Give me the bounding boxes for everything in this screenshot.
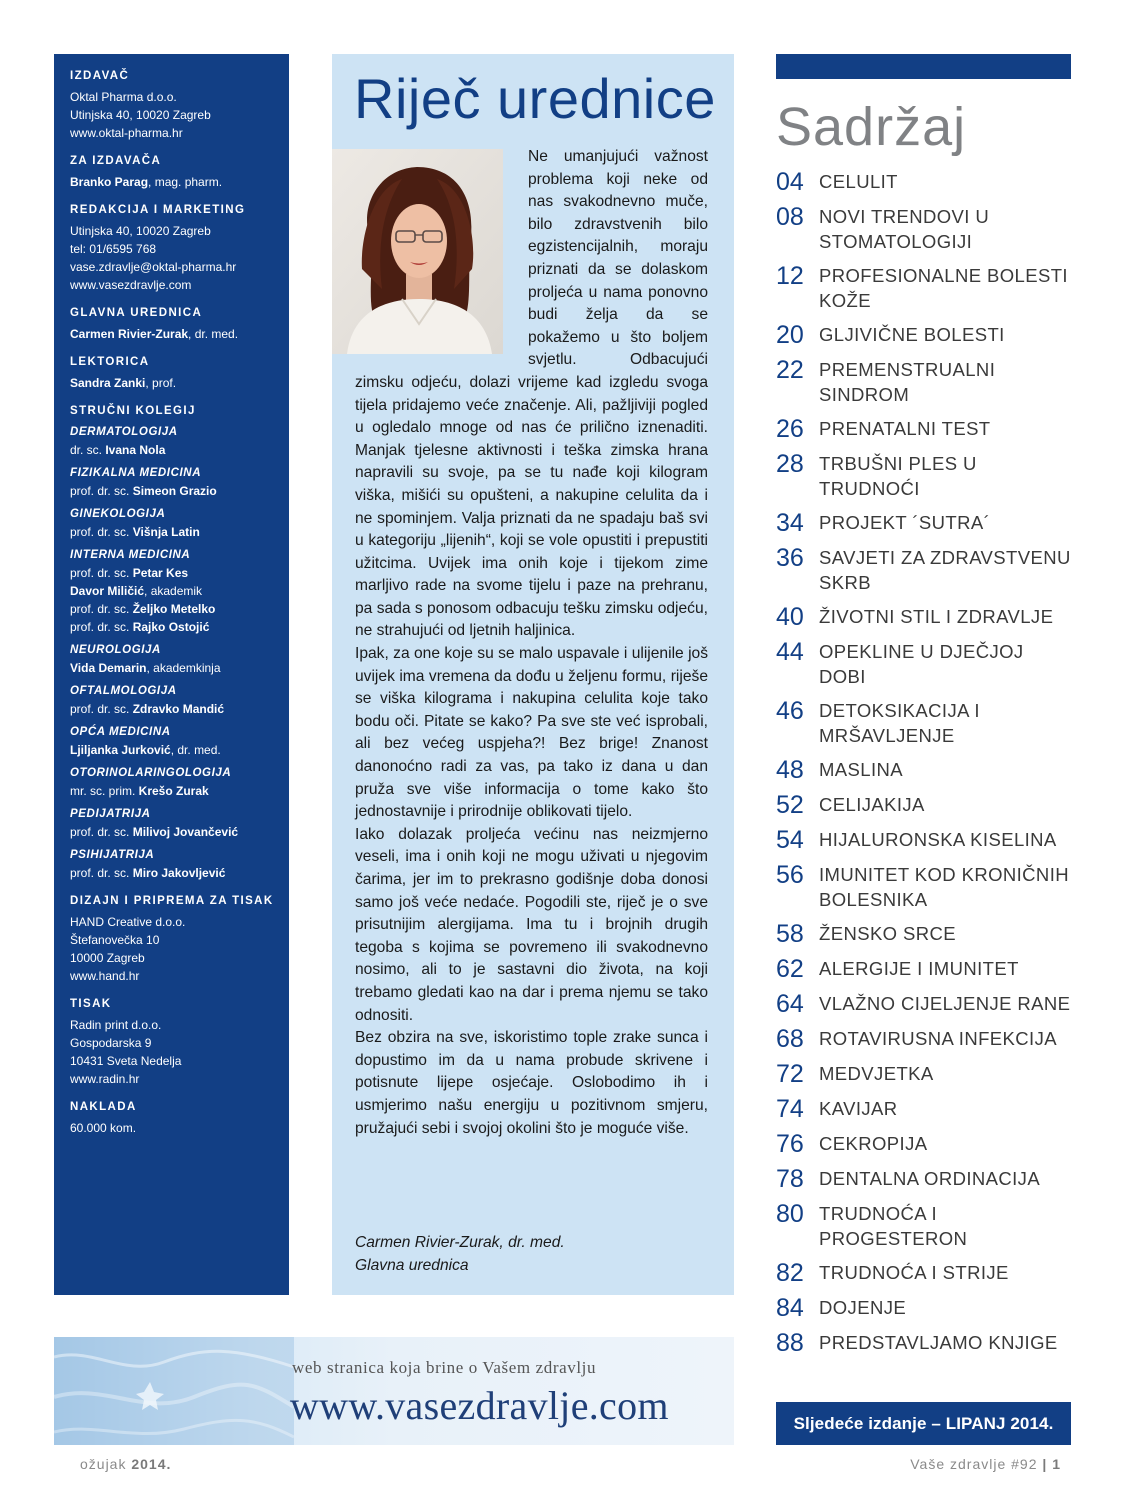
imprint-line: 10431 Sveta Nedelja xyxy=(70,1054,182,1068)
toc-item-title: ALERGIJE I IMUNITET xyxy=(819,958,1019,979)
toc-title: Sadržaj xyxy=(776,97,967,157)
imprint-line: 10000 Zagreb xyxy=(70,951,145,965)
toc-item[interactable] xyxy=(776,1295,1071,1321)
editorial-paragraph: Bez obzira na sve, iskoristimo tople zrake sunca i dopustimo im da u nama probude skrivene i potisnute lijepe osjećaje. Oslobodimo ih i usmjerimo našu energiju u pozitivnom smjeru, pružajući sebi i svojoj okolini što je moguće više. xyxy=(355,1029,708,1137)
board-member xyxy=(70,564,281,582)
toc-item-title: OPEKLINE U DJEČJOJ DOBI xyxy=(819,641,1024,687)
imprint-boards xyxy=(70,405,281,882)
footer-magazine: Vaše zdravlje #92 xyxy=(910,1456,1038,1472)
toc-item-title: CEKROPIJA xyxy=(819,1133,928,1154)
member-suffix: , akademkinja xyxy=(146,661,221,675)
member-prefix: prof. dr. sc. xyxy=(70,702,133,716)
toc-item[interactable] xyxy=(776,827,1071,853)
toc-page-number: 22 xyxy=(776,356,804,384)
member-prefix: prof. dr. sc. xyxy=(70,602,133,616)
website-banner[interactable] xyxy=(54,1337,734,1445)
toc-item[interactable] xyxy=(776,991,1071,1017)
imprint-line: Gospodarska 9 xyxy=(70,1036,152,1050)
department-name: PSIHIJATRIJA xyxy=(70,849,155,861)
toc-page-number: 68 xyxy=(776,1025,804,1053)
toc-page-number: 76 xyxy=(776,1130,804,1158)
toc-item-title: CELIJAKIJA xyxy=(819,794,925,815)
board-department xyxy=(70,805,281,841)
toc-item-title: DOJENJE xyxy=(819,1297,907,1318)
section-title: IZDAVAČ xyxy=(70,70,130,82)
member-name: Ljiljanka Jurković xyxy=(70,743,171,757)
toc-item-title: MEDVJETKA xyxy=(819,1063,934,1084)
table-of-contents xyxy=(776,54,1071,1365)
board-member xyxy=(70,582,281,600)
member-prefix: prof. dr. sc. xyxy=(70,825,133,839)
toc-item-title: ROTAVIRUSNA INFEKCIJA xyxy=(819,1028,1057,1049)
toc-item[interactable] xyxy=(776,510,1071,536)
toc-item-title: IMUNITET KOD KRONIČNIH BOLESNIKA xyxy=(819,864,1069,910)
toc-item[interactable] xyxy=(776,263,1071,313)
toc-page-number: 44 xyxy=(776,638,804,666)
department-name: DERMATOLOGIJA xyxy=(70,426,178,438)
toc-item-title: PROFESIONALNE BOLESTI KOŽE xyxy=(819,265,1068,311)
board-member xyxy=(70,700,281,718)
member-prefix: prof. dr. sc. xyxy=(70,866,133,880)
board-member xyxy=(70,600,281,618)
imprint-publisher xyxy=(70,70,281,142)
section-title: NAKLADA xyxy=(70,1101,137,1113)
toc-item[interactable] xyxy=(776,1131,1071,1157)
board-member xyxy=(70,523,281,541)
section-title: ZA IZDAVAČA xyxy=(70,155,162,167)
toc-page-number: 40 xyxy=(776,603,804,631)
department-name: GINEKOLOGIJA xyxy=(70,508,166,520)
toc-item-title: TRBUŠNI PLES U TRUDNOĆI xyxy=(819,453,977,499)
editorial-signature xyxy=(355,1232,565,1277)
board-member xyxy=(70,741,281,759)
board-member xyxy=(70,482,281,500)
toc-item-title: ŽENSKO SRCE xyxy=(819,923,957,944)
toc-item-title: CELULIT xyxy=(819,171,898,192)
toc-page-number: 04 xyxy=(776,168,804,196)
department-name: OFTALMOLOGIJA xyxy=(70,685,177,697)
toc-page-number: 36 xyxy=(776,544,804,572)
imprint-line: 60.000 kom. xyxy=(70,1121,137,1135)
toc-item[interactable] xyxy=(776,1026,1071,1052)
board-department xyxy=(70,723,281,759)
photo-wrap-spacer xyxy=(355,146,528,354)
footer-year: 2014. xyxy=(131,1456,172,1472)
toc-page-number: 26 xyxy=(776,415,804,443)
toc-page-number: 46 xyxy=(776,697,804,725)
department-name: OPĆA MEDICINA xyxy=(70,726,171,738)
member-name: Rajko Ostojić xyxy=(132,620,210,634)
department-name: FIZIKALNA MEDICINA xyxy=(70,467,202,479)
board-member xyxy=(70,441,281,459)
imprint-line: Oktal Pharma d.o.o. xyxy=(70,90,177,104)
section-title: REDAKCIJA I MARKETING xyxy=(70,204,246,216)
member-prefix: prof. dr. sc. xyxy=(70,484,133,498)
editorial-column xyxy=(332,54,734,1295)
board-department xyxy=(70,546,281,636)
member-prefix: prof. dr. sc. xyxy=(70,620,133,634)
imprint-print xyxy=(70,998,281,1088)
toc-item[interactable] xyxy=(776,451,1071,501)
toc-item[interactable] xyxy=(776,416,1071,442)
imprint-editorial-office xyxy=(70,204,281,294)
department-name: PEDIJATRIJA xyxy=(70,808,151,820)
imprint-line: Štefanovečka 10 xyxy=(70,933,160,947)
member-suffix: , akademik xyxy=(144,584,203,598)
editorial-paragraph: Iako dolazak proljeća većinu nas neizmjerno veseli, ima i onih koji ne mogu uživati u njegovim čarima, jer im to prekrasno godišnje doba donosi samo još veće nedaće. Pogodili ste, riječ je o sve prisutnijim alergijama. Ima tu i brojnih drugih tegoba s kojima se povremeno ili svakodnevno nosimo, ali to je sastavni dio života, na koji trebamo gledati kao na dar i prema njemu se tako odnositi. xyxy=(355,825,708,1024)
toc-item[interactable] xyxy=(776,1061,1071,1087)
toc-list xyxy=(776,169,1071,1356)
board-member xyxy=(70,618,281,636)
toc-item[interactable] xyxy=(776,1201,1071,1251)
editorial-paragraph: Ipak, za one koje su se malo uspavale i ulijenile još uvijek ima vremena da dođu u željenu formu, riješe se viška kilograma i nakupina celulita koje tako bodu oči. Pitate se kako? Pa sve ste već isprobali, ali bez većeg uspjeha?! Bez brige! Znanost danonoćno radi za vas, pa tako iz dana u dan pruža sve više informacija o tome kako što jednostavnije i prirodnije oblikovati tijelo. xyxy=(355,645,708,821)
toc-page-number: 72 xyxy=(776,1060,804,1088)
board-department xyxy=(70,846,281,882)
member-name: Krešo Zurak xyxy=(138,784,209,798)
toc-item[interactable] xyxy=(776,639,1071,689)
imprint-line xyxy=(70,374,281,392)
toc-page-number: 74 xyxy=(776,1095,804,1123)
toc-page-number: 78 xyxy=(776,1165,804,1193)
toc-item-title: TRUDNOĆA I PROGESTERON xyxy=(819,1203,968,1249)
toc-item[interactable] xyxy=(776,862,1071,912)
toc-item-title: ŽIVOTNI STIL I ZDRAVLJE xyxy=(819,606,1054,627)
board-department xyxy=(70,764,281,800)
imprint-line xyxy=(70,325,281,343)
editorial-paragraph: Ne umanjujući važnost problema koji neke od nas svakodnevno muče, bilo zdravstvenih bilo egzistencijalnih, moraju priznati da se dolaskom proljeća u nama ponovno budi želja da se pokažemo u što boljem svjetlu. Odbacujući zimsku odjeću, dolazi vrijeme kad izgledu svoga tijela pridajemo veće značenje. Ali, pažljiviji pogled u ogledalo mnoge od nas će prilično iznenaditi. Manjak tjelesne aktivnosti i teška zimska hrana napravili su svoje, pa se tu nađe koji kilogram viška, mišići su opušteni, a nakupine celulita da i ne spominjem. Valja priznati da ne spadaju baš svi u kategoriju „lijenih“, koji se vole opustiti i prepustiti užitcima. Uvijek ima onih koje i tijekom zime marljivo rade na svome tijelu i paze na prehranu, pa sada s ponosom odbacuju tešku zimsku odjeću, ne strahujući od ljetnih haljinica. xyxy=(355,148,708,640)
board-member xyxy=(70,782,281,800)
toc-item[interactable] xyxy=(776,956,1071,982)
signature-name: Carmen Rivier-Zurak, dr. med. xyxy=(355,1234,565,1251)
member-prefix: mr. sc. prim. xyxy=(70,784,139,798)
toc-page-number: 80 xyxy=(776,1200,804,1228)
member-prefix: dr. sc. xyxy=(70,443,106,457)
department-name: OTORINOLARINGOLOGIJA xyxy=(70,767,232,779)
toc-page-number: 08 xyxy=(776,203,804,231)
board-department xyxy=(70,505,281,541)
member-suffix: , dr. med. xyxy=(170,743,221,757)
toc-item[interactable] xyxy=(776,204,1071,254)
toc-item[interactable] xyxy=(776,698,1071,748)
toc-item-title: KAVIJAR xyxy=(819,1098,898,1119)
member-name: Zdravko Mandić xyxy=(132,702,225,716)
person-title: , mag. pharm. xyxy=(148,175,223,189)
imprint-column xyxy=(54,54,289,1295)
person-name: Carmen Rivier-Zurak xyxy=(70,327,189,341)
person-title: , prof. xyxy=(145,376,177,390)
toc-header-bar xyxy=(776,54,1071,79)
toc-page-number: 62 xyxy=(776,955,804,983)
member-prefix: prof. dr. sc. xyxy=(70,525,133,539)
board-member xyxy=(70,823,281,841)
toc-item-title: DETOKSIKACIJA I MRŠAVLJENJE xyxy=(819,700,980,746)
imprint-link[interactable]: www.oktal-pharma.hr xyxy=(70,126,183,140)
imprint-line: Utinjska 40, 10020 Zagreb xyxy=(70,108,211,122)
toc-item-title: MASLINA xyxy=(819,759,904,780)
imprint-phone: tel: 01/6595 768 xyxy=(70,242,157,256)
imprint-link[interactable]: www.hand.hr xyxy=(70,969,140,983)
toc-item[interactable] xyxy=(776,1096,1071,1122)
toc-item[interactable] xyxy=(776,792,1071,818)
member-name: Petar Kes xyxy=(132,566,189,580)
section-title: GLAVNA UREDNICA xyxy=(70,307,203,319)
imprint-line: Utinjska 40, 10020 Zagreb xyxy=(70,224,211,238)
toc-page-number: 52 xyxy=(776,791,804,819)
toc-page-number: 56 xyxy=(776,861,804,889)
section-title: LEKTORICA xyxy=(70,356,150,368)
banner-texture-image xyxy=(54,1337,294,1445)
toc-page-number: 20 xyxy=(776,321,804,349)
footer-separator: | xyxy=(1042,1456,1048,1472)
toc-item[interactable] xyxy=(776,757,1071,783)
toc-item[interactable] xyxy=(776,322,1071,348)
imprint-line xyxy=(70,173,281,191)
imprint-for-publisher xyxy=(70,155,281,191)
toc-item-title: PREDSTAVLJAMO KNJIGE xyxy=(819,1332,1058,1353)
member-name: Željko Metelko xyxy=(132,602,216,616)
member-name: Miro Jakovljević xyxy=(132,866,226,880)
imprint-chief-editor xyxy=(70,307,281,343)
toc-page-number: 28 xyxy=(776,450,804,478)
department-name: INTERNA MEDICINA xyxy=(70,549,191,561)
toc-item[interactable] xyxy=(776,1166,1071,1192)
imprint-link[interactable]: www.radin.hr xyxy=(70,1072,140,1086)
member-prefix: prof. dr. sc. xyxy=(70,566,133,580)
imprint-line: HAND Creative d.o.o. xyxy=(70,915,186,929)
imprint-link[interactable]: www.vasezdravlje.com xyxy=(70,278,192,292)
footer-date xyxy=(80,1456,171,1472)
member-name: Davor Miličić xyxy=(70,584,145,598)
signature-role: Glavna urednica xyxy=(355,1256,469,1274)
imprint-proofreader xyxy=(70,356,281,392)
toc-page-number: 64 xyxy=(776,990,804,1018)
imprint-design xyxy=(70,895,281,985)
section-title: DIZAJN I PRIPREMA ZA TISAK xyxy=(70,895,274,907)
toc-page-number: 84 xyxy=(776,1294,804,1322)
board-department xyxy=(70,641,281,677)
toc-item-title: VLAŽNO CIJELJENJE RANE xyxy=(819,993,1071,1014)
person-name: Sandra Zanki xyxy=(70,376,146,390)
board-department xyxy=(70,682,281,718)
banner-url-link[interactable]: www.vasezdravlje.com xyxy=(290,1383,669,1428)
toc-item-title: SAVJETI ZA ZDRAVSTVENU SKRB xyxy=(819,547,1071,593)
person-name: Branko Parag xyxy=(70,175,149,189)
imprint-circulation xyxy=(70,1101,281,1137)
footer-month: ožujak xyxy=(80,1456,127,1472)
person-title: , dr. med. xyxy=(188,327,239,341)
department-name: NEUROLOGIJA xyxy=(70,644,161,656)
member-name: Višnja Latin xyxy=(132,525,200,539)
banner-tagline: web stranica koja brine o Vašem zdravlju xyxy=(292,1358,597,1377)
toc-page-number: 58 xyxy=(776,920,804,948)
toc-page-number: 34 xyxy=(776,509,804,537)
toc-item-title: TRUDNOĆA I STRIJE xyxy=(819,1262,1009,1283)
section-title: TISAK xyxy=(70,998,112,1010)
footer-issue xyxy=(910,1456,1061,1472)
toc-item[interactable] xyxy=(776,1330,1071,1356)
board-department xyxy=(70,423,281,459)
member-name: Vida Demarin xyxy=(70,661,147,675)
toc-item[interactable] xyxy=(776,921,1071,947)
toc-item-title: PRENATALNI TEST xyxy=(819,418,991,439)
toc-page-number: 54 xyxy=(776,826,804,854)
next-issue-banner: Sljedeće izdanje – LIPANJ 2014. xyxy=(776,1402,1071,1445)
board-member xyxy=(70,659,281,677)
imprint-email[interactable]: vase.zdravlje@oktal-pharma.hr xyxy=(70,260,237,274)
boards-list xyxy=(70,423,281,882)
toc-item[interactable] xyxy=(776,357,1071,407)
toc-item-title: HIJALURONSKA KISELINA xyxy=(819,829,1057,850)
toc-item[interactable] xyxy=(776,604,1071,630)
board-department xyxy=(70,464,281,500)
toc-item-title: GLJIVIČNE BOLESTI xyxy=(819,324,1005,345)
toc-page-number: 12 xyxy=(776,262,804,290)
section-title: STRUČNI KOLEGIJ xyxy=(70,405,196,417)
toc-item-title: PREMENSTRUALNI SINDROM xyxy=(819,359,996,405)
member-name: Ivana Nola xyxy=(105,443,166,457)
footer-page-number: 1 xyxy=(1052,1456,1061,1472)
toc-page-number: 48 xyxy=(776,756,804,784)
toc-item[interactable] xyxy=(776,1260,1071,1286)
toc-page-number: 88 xyxy=(776,1329,804,1357)
toc-item[interactable] xyxy=(776,169,1071,195)
toc-page-number: 82 xyxy=(776,1259,804,1287)
toc-item[interactable] xyxy=(776,545,1071,595)
toc-item-title: NOVI TRENDOVI U STOMATOLOGIJI xyxy=(819,206,990,252)
toc-item-title: DENTALNA ORDINACIJA xyxy=(819,1168,1041,1189)
board-member xyxy=(70,864,281,882)
imprint-line: Radin print d.o.o. xyxy=(70,1018,162,1032)
member-name: Milivoj Jovančević xyxy=(132,825,239,839)
editorial-body xyxy=(355,146,708,1140)
member-name: Simeon Grazio xyxy=(132,484,217,498)
toc-item-title: PROJEKT ´SUTRA´ xyxy=(819,512,991,533)
editorial-title: Riječ urednice xyxy=(354,67,716,130)
